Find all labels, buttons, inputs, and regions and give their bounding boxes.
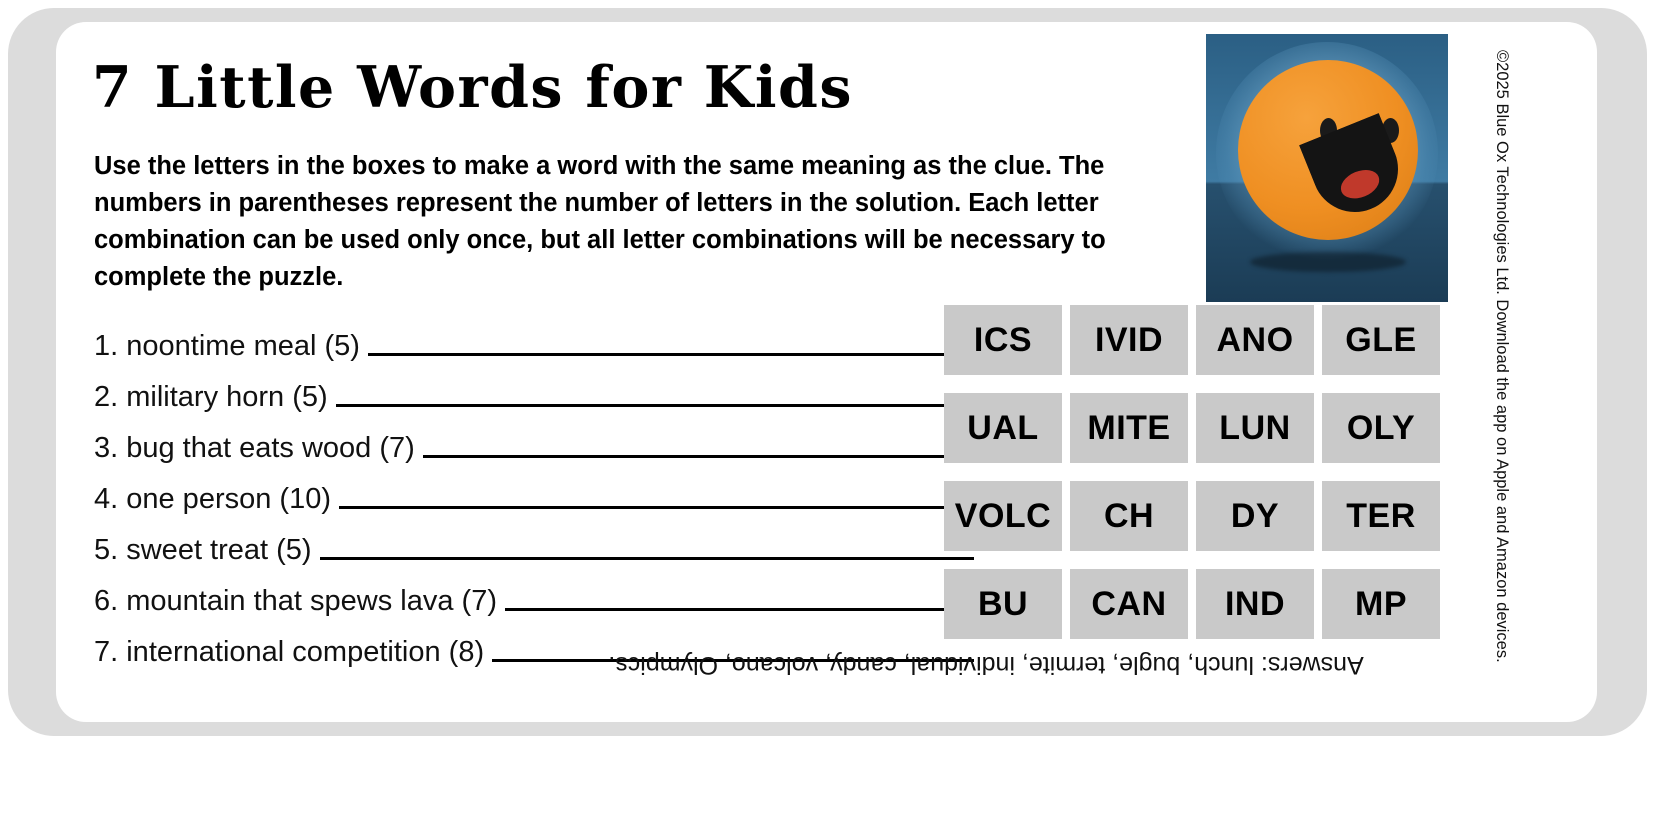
- clue-text: 5. sweet treat (5): [94, 534, 312, 566]
- answer-blank-line[interactable]: [336, 404, 974, 407]
- letter-tile[interactable]: UAL: [944, 393, 1062, 463]
- clue-row: [94, 312, 974, 363]
- clue-text: 4. one person (10): [94, 483, 331, 515]
- clue-row: [94, 516, 974, 567]
- clue-text: 3. bug that eats wood (7): [94, 432, 415, 464]
- answer-blank-line[interactable]: [505, 608, 974, 611]
- letter-tile[interactable]: TER: [1322, 481, 1440, 551]
- letter-tile-grid: [944, 305, 1444, 639]
- answer-blank-line[interactable]: [320, 557, 974, 560]
- letter-tile[interactable]: IVID: [1070, 305, 1188, 375]
- answer-blank-line[interactable]: [339, 506, 974, 509]
- clue-row: [94, 363, 974, 414]
- letter-tile[interactable]: CH: [1070, 481, 1188, 551]
- clue-row: [94, 414, 974, 465]
- copyright-note: ©2025 Blue Ox Technologies Ltd. Download the app on Apple and Amazon devices.: [1493, 50, 1511, 663]
- letter-tile[interactable]: IND: [1196, 569, 1314, 639]
- answer-blank-line[interactable]: [423, 455, 974, 458]
- letter-tile[interactable]: GLE: [1322, 305, 1440, 375]
- answer-blank-line[interactable]: [368, 353, 974, 356]
- clue-text: 2. military horn (5): [94, 381, 328, 413]
- clue-text: 1. noontime meal (5): [94, 330, 360, 362]
- letter-tile[interactable]: DY: [1196, 481, 1314, 551]
- letter-tile[interactable]: ANO: [1196, 305, 1314, 375]
- puzzle-card: [56, 22, 1597, 722]
- letter-tile[interactable]: MP: [1322, 569, 1440, 639]
- clue-list: [94, 312, 974, 669]
- letter-tile[interactable]: MITE: [1070, 393, 1188, 463]
- letter-tile[interactable]: VOLC: [944, 481, 1062, 551]
- page-title: 7 Little Words for Kids: [92, 54, 853, 121]
- letter-tile[interactable]: CAN: [1070, 569, 1188, 639]
- clue-row: [94, 465, 974, 516]
- clue-row: [94, 567, 974, 618]
- answers-text: Answers: lunch, bugle, termite, individual, candy, volcano, Olympics.: [608, 651, 1364, 679]
- letter-tile[interactable]: LUN: [1196, 393, 1314, 463]
- letter-tile[interactable]: BU: [944, 569, 1062, 639]
- smiling-face-app-icon: [1206, 34, 1448, 302]
- letter-tile[interactable]: ICS: [944, 305, 1062, 375]
- clue-text: 7. international competition (8): [94, 636, 485, 668]
- clue-text: 6. mountain that spews lava (7): [94, 585, 497, 617]
- icon-shadow: [1250, 252, 1406, 272]
- instructions-text: Use the letters in the boxes to make a word with the same meaning as the clue. The numbers in parentheses represent the number of letters in the solution. Each letter combination can be used only once, but all letter combinations will be necessary to complete the puzzle.: [94, 152, 1106, 291]
- letter-tile[interactable]: OLY: [1322, 393, 1440, 463]
